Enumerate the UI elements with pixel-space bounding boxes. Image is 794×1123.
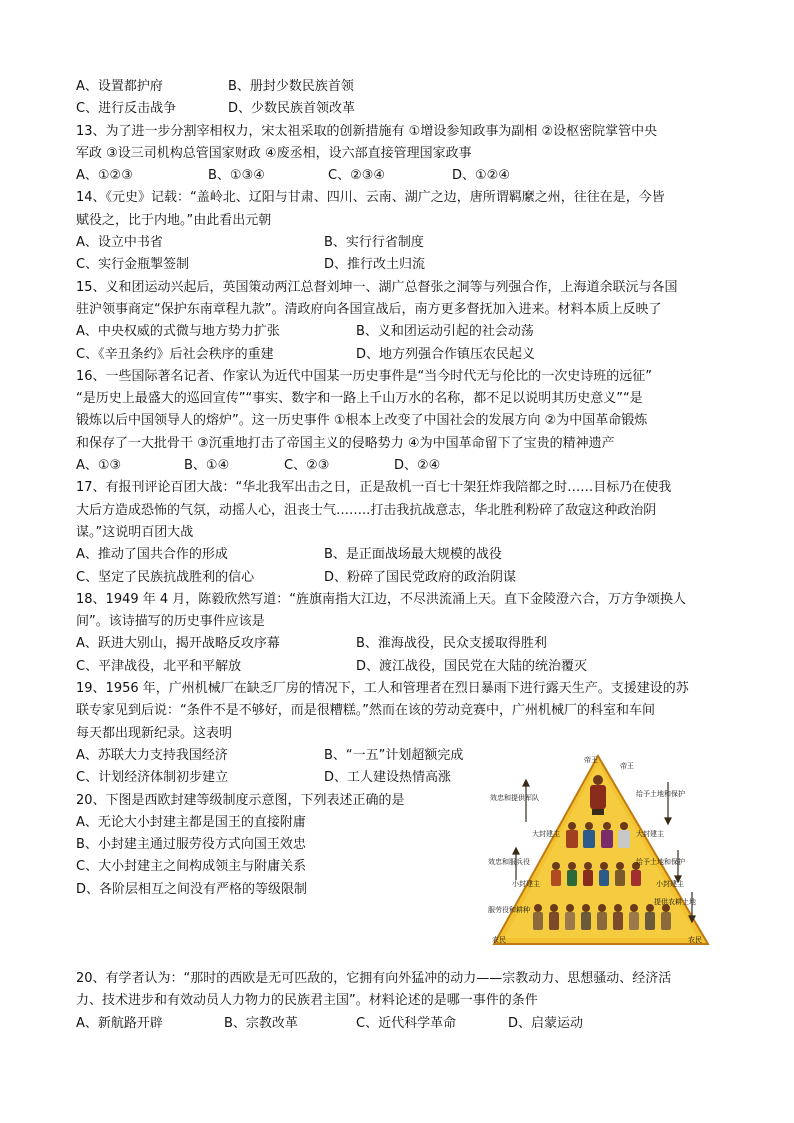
q20-option-b[interactable]: B、小封建主通过服劳役方式向国王效忠 bbox=[76, 837, 306, 853]
label-king-right: 帝王 bbox=[620, 762, 634, 770]
q14-option-b[interactable]: B、实行行省制度 bbox=[324, 235, 424, 251]
q21-option-b[interactable]: B、宗教改革 bbox=[224, 1015, 298, 1031]
q12-options-row1 bbox=[76, 76, 721, 98]
label-right-2: 给予土地和保护 bbox=[636, 858, 685, 866]
q14-option-d[interactable]: D、推行改土归流 bbox=[324, 257, 426, 273]
q13-option-d[interactable]: D、①②④ bbox=[452, 168, 510, 184]
q15-option-d[interactable]: D、地方列强合作镇压农民起义 bbox=[356, 346, 536, 362]
label-king-top: 帝王 bbox=[584, 756, 598, 764]
q13-option-a[interactable]: A、①②③ bbox=[76, 168, 133, 184]
peasant-figures bbox=[533, 904, 671, 930]
label-right-1: 给予土地和保护 bbox=[636, 790, 685, 798]
q21-options bbox=[76, 1013, 721, 1035]
q17-option-a[interactable]: A、推动了国共合作的形成 bbox=[76, 547, 228, 563]
q19-option-c[interactable]: C、计划经济体制初步建立 bbox=[76, 770, 229, 786]
q16-options bbox=[76, 455, 721, 477]
q20-option-d[interactable]: D、各阶层相互之间没有严格的等级限制 bbox=[76, 881, 308, 897]
q20-stem: 20、下图是西欧封建等级制度示意图，下列表述正确的是 bbox=[76, 792, 405, 808]
q17-stem-line2: 大后方造成恐怖的气氛，动摇人心，沮丧士气……..打击我抗战意志，华北胜利粉碎了敌寇这种政治阴 bbox=[76, 502, 657, 518]
q15-option-a[interactable]: A、中央权威的式微与地方势力扩张 bbox=[76, 324, 280, 340]
q12-options-row2 bbox=[76, 98, 721, 120]
q20-option-a[interactable]: A、无论大小封建主都是国王的直接附庸 bbox=[76, 814, 306, 830]
q19-option-d[interactable]: D、工人建设热情高涨 bbox=[324, 770, 452, 786]
q16-option-d[interactable]: D、②④ bbox=[394, 458, 441, 474]
q16-stem-line1: 16、一些国际著名记者、作家认为近代中国某一历史事件是“当今时代无与伦比的一次史诗班的远征” bbox=[76, 368, 653, 384]
q15-options-row2 bbox=[76, 344, 721, 366]
q13-option-b[interactable]: B、①③④ bbox=[208, 168, 265, 184]
q17-stem-line3: 谋。”这说明百团大战 bbox=[76, 524, 194, 540]
q16-option-c[interactable]: C、②③ bbox=[284, 458, 330, 474]
q18-stem-line2: 间”。该诗描写的历史事件应该是 bbox=[76, 614, 265, 630]
label-left-1: 效忠和提供军队 bbox=[490, 794, 539, 802]
label-left-3: 服劳役和耕种 bbox=[488, 906, 530, 914]
feudal-hierarchy-figure bbox=[486, 752, 722, 950]
q19-stem-line1: 19、1956 年，广州机械厂在缺乏厂房的情况下，工人和管理者在烈日暴雨下进行露天生产。支援建设的苏 bbox=[76, 681, 689, 697]
q18-option-c[interactable]: C、平津战役，北平和平解放 bbox=[76, 658, 242, 674]
label-left-2: 效忠和服兵役 bbox=[488, 858, 530, 866]
q13-stem-line1: 13、为了进一步分割宰相权力，宋太祖采取的创新措施有 ①增设参知政事为副相 ②设枢密院掌管中央 bbox=[76, 123, 658, 139]
q12-option-b[interactable]: B、册封少数民族首领 bbox=[228, 79, 354, 94]
q14-stem-line2: 赋役之，比于内地。”由此看出元朝 bbox=[76, 212, 272, 228]
q13-option-c[interactable]: C、②③④ bbox=[328, 168, 386, 184]
q14-options-row1 bbox=[76, 232, 721, 254]
q16-option-b[interactable]: B、①④ bbox=[184, 458, 230, 474]
q21-option-c[interactable]: C、近代科学革命 bbox=[356, 1015, 457, 1031]
q21-option-a[interactable]: A、新航路开辟 bbox=[76, 1015, 163, 1031]
q21-stem-line1: 20、有学者认为：“那时的西欧是无可匹敌的，它拥有向外猛冲的动力——宗教动力、思想骚动、经济活 bbox=[76, 971, 672, 986]
label-small-lord-right: 小封建主 bbox=[656, 880, 684, 888]
q21-option-d[interactable]: D、启蒙运动 bbox=[508, 1015, 584, 1031]
q16-option-a[interactable]: A、①③ bbox=[76, 458, 122, 474]
q19-stem-line3: 每天都出现新纪录。这表明 bbox=[76, 725, 233, 741]
label-big-lord-right: 大封建主 bbox=[636, 830, 664, 838]
q15-stem-line1: 15、义和团运动兴起后，英国策动两江总督刘坤一、湖广总督张之洞等与列强合作，上海道余联沅与各国 bbox=[76, 279, 678, 295]
q17-options-row1 bbox=[76, 544, 721, 566]
q15-options-row1 bbox=[76, 321, 721, 343]
q16-stem-line2: “是历史上最盛大的巡回宣传”“事实、数字和一路上千山万水的名称，都不足以说明其历史意义”“是 bbox=[76, 391, 643, 407]
q16-stem-line3: 锻炼以后中国领导人的熔炉”。这一历史事件 ①根本上改变了中国社会的发展方向 ②为中国革命锻炼 bbox=[76, 413, 648, 429]
q17-option-c[interactable]: C、坚定了民族抗战胜利的信心 bbox=[76, 569, 255, 585]
q18-option-d[interactable]: D、渡江战役，国民党在大陆的统治覆灭 bbox=[356, 658, 588, 674]
label-peasant-left: 农民 bbox=[492, 936, 506, 944]
label-big-lord-left: 大封建主 bbox=[532, 830, 560, 838]
q15-option-b[interactable]: B、义和团运动引起的社会动荡 bbox=[356, 324, 534, 340]
label-peasant-right: 农民 bbox=[688, 936, 702, 944]
q14-options-row2 bbox=[76, 254, 721, 276]
q13-options bbox=[76, 165, 721, 187]
label-small-lord-left: 小封建主 bbox=[512, 880, 540, 888]
q20-option-c[interactable]: C、大小封建主之间构成领主与附庸关系 bbox=[76, 859, 307, 875]
q14-stem-line1: 14、《元史》记载：“盖岭北、辽阳与甘肃、四川、云南、湖广之边，唐所谓羁縻之州，往往在是，今皆 bbox=[76, 190, 665, 206]
q14-option-c[interactable]: C、实行金瓶掣签制 bbox=[76, 257, 190, 273]
q17-option-d[interactable]: D、粉碎了国民党政府的政治阴谋 bbox=[324, 569, 517, 585]
q18-stem-line1: 18、1949 年 4 月，陈毅欣然写道：“旌旗南指大江边，不尽洪流涌上天。直下金陵澄六合，万方争颂换人 bbox=[76, 591, 687, 607]
q18-option-b[interactable]: B、淮海战役，民众支援取得胜利 bbox=[356, 636, 547, 652]
q13-stem-line2: 军政 ③设三司机构总管国家财政 ④废丞相，设六部直接管理国家政事 bbox=[76, 145, 472, 161]
q18-options-row2 bbox=[76, 656, 721, 678]
q12-option-c[interactable]: C、进行反击战争 bbox=[76, 101, 177, 117]
q12-option-d[interactable]: D、少数民族首领改革 bbox=[228, 101, 356, 117]
q17-stem-line1: 17、有报刊评论百团大战：“华北我军出击之日，正是敌机一百七十架狂炸我陪都之时……目标乃在使我 bbox=[76, 480, 672, 496]
q15-stem-line2: 驻沪领事商定“保护东南章程九款”。清政府向各国宣战后，南方更多督抚加入进来。材料本质上反映了 bbox=[76, 301, 662, 317]
label-right-3: 提供农耕土地 bbox=[654, 898, 696, 906]
q14-option-a[interactable]: A、设立中书省 bbox=[76, 235, 163, 251]
q16-stem-line4: 和保存了一大批骨干 ③沉重地打击了帝国主义的侵略势力 ④为中国革命留下了宝贵的精神遗产 bbox=[76, 435, 615, 451]
q21-stem-line2: 力、技术进步和有效动员人力物力的民族君主国”。材料论述的是哪一事件的条件 bbox=[76, 993, 538, 1009]
q17-options-row2 bbox=[76, 567, 721, 589]
feudal-pyramid-svg bbox=[486, 752, 722, 950]
q15-option-c[interactable]: C、《辛丑条约》后社会秩序的重建 bbox=[76, 346, 274, 362]
q18-options-row1 bbox=[76, 633, 721, 655]
q12-option-a[interactable]: A、设置都护府 bbox=[76, 79, 163, 94]
q18-option-a[interactable]: A、跃进大别山，揭开战略反攻序幕 bbox=[76, 636, 280, 652]
q19-stem-line2: 联专家见到后说：“条件不是不够好，而是很糟糕。”然而在该的劳动竞赛中，广州机械厂的科室和车间 bbox=[76, 703, 655, 719]
q19-option-a[interactable]: A、苏联大力支持我国经济 bbox=[76, 747, 228, 763]
q17-option-b[interactable]: B、是正面战场最大规模的战役 bbox=[324, 547, 502, 563]
q21-block bbox=[76, 968, 721, 1035]
q19-option-b[interactable]: B、“一五”计划超额完成 bbox=[324, 747, 464, 763]
